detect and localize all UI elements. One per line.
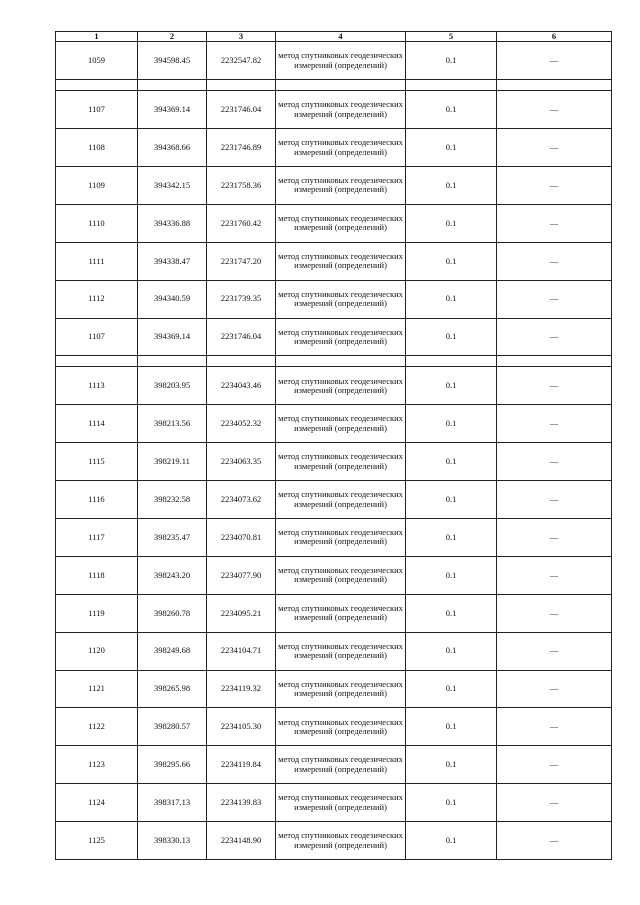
accuracy-cell: 0.1 <box>406 280 497 318</box>
y-coordinate-cell: 2231746.04 <box>207 91 276 129</box>
table-row <box>56 670 612 708</box>
point-number-cell: 1113 <box>56 367 138 405</box>
table-row <box>56 594 612 632</box>
accuracy-cell: 0.1 <box>406 318 497 356</box>
x-coordinate-cell: 394336.88 <box>138 204 207 242</box>
y-coordinate-cell: 2234105.30 <box>207 708 276 746</box>
x-coordinate-cell: 398213.56 <box>138 405 207 443</box>
y-coordinate-cell: 2231746.89 <box>207 129 276 167</box>
separator-cell <box>406 356 497 367</box>
x-coordinate-cell: 394368.66 <box>138 129 207 167</box>
table-row <box>56 280 612 318</box>
accuracy-cell: 0.1 <box>406 746 497 784</box>
method-cell: метод спутниковых геодезических измерений (определений) <box>276 42 406 80</box>
separator-cell <box>207 356 276 367</box>
table-row <box>56 42 612 80</box>
y-coordinate-cell: 2231747.20 <box>207 242 276 280</box>
description-cell: — <box>497 632 612 670</box>
method-cell: метод спутниковых геодезических измерений (определений) <box>276 594 406 632</box>
accuracy-cell: 0.1 <box>406 129 497 167</box>
accuracy-cell: 0.1 <box>406 822 497 860</box>
x-coordinate-cell: 398232.58 <box>138 481 207 519</box>
y-coordinate-cell: 2234052.32 <box>207 405 276 443</box>
x-coordinate-cell: 398280.57 <box>138 708 207 746</box>
description-cell: — <box>497 670 612 708</box>
accuracy-cell: 0.1 <box>406 556 497 594</box>
point-number-cell: 1122 <box>56 708 138 746</box>
table-header <box>56 32 612 42</box>
separator-cell <box>207 80 276 91</box>
description-cell: — <box>497 367 612 405</box>
x-coordinate-cell: 394369.14 <box>138 318 207 356</box>
table-row <box>56 518 612 556</box>
header-col-1: 1 <box>56 32 138 42</box>
point-number-cell: 1114 <box>56 405 138 443</box>
separator-row <box>56 356 612 367</box>
method-cell: метод спутниковых геодезических измерений (определений) <box>276 166 406 204</box>
description-cell: — <box>497 594 612 632</box>
description-cell: — <box>497 822 612 860</box>
table-row <box>56 822 612 860</box>
description-cell: — <box>497 242 612 280</box>
x-coordinate-cell: 398203.95 <box>138 367 207 405</box>
accuracy-cell: 0.1 <box>406 166 497 204</box>
description-cell: — <box>497 166 612 204</box>
point-number-cell: 1121 <box>56 670 138 708</box>
method-cell: метод спутниковых геодезических измерений (определений) <box>276 632 406 670</box>
x-coordinate-cell: 398243.20 <box>138 556 207 594</box>
table-row <box>56 318 612 356</box>
method-cell: метод спутниковых геодезических измерений (определений) <box>276 204 406 242</box>
description-cell: — <box>497 746 612 784</box>
accuracy-cell: 0.1 <box>406 481 497 519</box>
point-number-cell: 1123 <box>56 746 138 784</box>
separator-cell <box>56 80 138 91</box>
description-cell: — <box>497 91 612 129</box>
y-coordinate-cell: 2234119.84 <box>207 746 276 784</box>
point-number-cell: 1120 <box>56 632 138 670</box>
method-cell: метод спутниковых геодезических измерений (определений) <box>276 481 406 519</box>
y-coordinate-cell: 2234077.90 <box>207 556 276 594</box>
description-cell: — <box>497 784 612 822</box>
table-row <box>56 405 612 443</box>
method-cell: метод спутниковых геодезических измерений (определений) <box>276 129 406 167</box>
y-coordinate-cell: 2234095.21 <box>207 594 276 632</box>
x-coordinate-cell: 398295.66 <box>138 746 207 784</box>
accuracy-cell: 0.1 <box>406 204 497 242</box>
y-coordinate-cell: 2234043.46 <box>207 367 276 405</box>
method-cell: метод спутниковых геодезических измерений (определений) <box>276 708 406 746</box>
separator-cell <box>276 80 406 91</box>
method-cell: метод спутниковых геодезических измерений (определений) <box>276 242 406 280</box>
header-col-4: 4 <box>276 32 406 42</box>
x-coordinate-cell: 398265.98 <box>138 670 207 708</box>
accuracy-cell: 0.1 <box>406 242 497 280</box>
accuracy-cell: 0.1 <box>406 443 497 481</box>
point-number-cell: 1107 <box>56 91 138 129</box>
point-number-cell: 1124 <box>56 784 138 822</box>
x-coordinate-cell: 394340.59 <box>138 280 207 318</box>
accuracy-cell: 0.1 <box>406 670 497 708</box>
description-cell: — <box>497 443 612 481</box>
method-cell: метод спутниковых геодезических измерений (определений) <box>276 443 406 481</box>
point-number-cell: 1107 <box>56 318 138 356</box>
separator-cell <box>138 356 207 367</box>
accuracy-cell: 0.1 <box>406 784 497 822</box>
point-number-cell: 1110 <box>56 204 138 242</box>
x-coordinate-cell: 394369.14 <box>138 91 207 129</box>
accuracy-cell: 0.1 <box>406 42 497 80</box>
separator-cell <box>138 80 207 91</box>
description-cell: — <box>497 129 612 167</box>
y-coordinate-cell: 2234139.83 <box>207 784 276 822</box>
x-coordinate-cell: 398249.68 <box>138 632 207 670</box>
y-coordinate-cell: 2231758.36 <box>207 166 276 204</box>
y-coordinate-cell: 2231739.35 <box>207 280 276 318</box>
y-coordinate-cell: 2234104.71 <box>207 632 276 670</box>
method-cell: метод спутниковых геодезических измерений (определений) <box>276 518 406 556</box>
point-number-cell: 1125 <box>56 822 138 860</box>
coordinates-table <box>55 31 612 860</box>
method-cell: метод спутниковых геодезических измерений (определений) <box>276 556 406 594</box>
table-row <box>56 242 612 280</box>
separator-cell <box>276 356 406 367</box>
point-number-cell: 1111 <box>56 242 138 280</box>
table-row <box>56 204 612 242</box>
method-cell: метод спутниковых геодезических измерений (определений) <box>276 405 406 443</box>
header-row <box>56 32 612 42</box>
separator-cell <box>497 356 612 367</box>
y-coordinate-cell: 2231746.04 <box>207 318 276 356</box>
y-coordinate-cell: 2234070.81 <box>207 518 276 556</box>
description-cell: — <box>497 204 612 242</box>
table-row <box>56 91 612 129</box>
table-row <box>56 708 612 746</box>
method-cell: метод спутниковых геодезических измерений (определений) <box>276 670 406 708</box>
separator-cell <box>56 356 138 367</box>
y-coordinate-cell: 2234063.35 <box>207 443 276 481</box>
header-col-6: 6 <box>497 32 612 42</box>
y-coordinate-cell: 2234119.32 <box>207 670 276 708</box>
y-coordinate-cell: 2234073.62 <box>207 481 276 519</box>
point-number-cell: 1108 <box>56 129 138 167</box>
point-number-cell: 1112 <box>56 280 138 318</box>
separator-row <box>56 80 612 91</box>
header-col-5: 5 <box>406 32 497 42</box>
accuracy-cell: 0.1 <box>406 367 497 405</box>
x-coordinate-cell: 398330.13 <box>138 822 207 860</box>
description-cell: — <box>497 318 612 356</box>
method-cell: метод спутниковых геодезических измерений (определений) <box>276 822 406 860</box>
point-number-cell: 1116 <box>56 481 138 519</box>
description-cell: — <box>497 405 612 443</box>
table-row <box>56 443 612 481</box>
method-cell: метод спутниковых геодезических измерений (определений) <box>276 91 406 129</box>
separator-cell <box>497 80 612 91</box>
description-cell: — <box>497 556 612 594</box>
x-coordinate-cell: 398317.13 <box>138 784 207 822</box>
x-coordinate-cell: 398260.78 <box>138 594 207 632</box>
point-number-cell: 1115 <box>56 443 138 481</box>
table-row <box>56 481 612 519</box>
table-row <box>56 129 612 167</box>
method-cell: метод спутниковых геодезических измерений (определений) <box>276 280 406 318</box>
table-row <box>56 556 612 594</box>
accuracy-cell: 0.1 <box>406 708 497 746</box>
table-row <box>56 166 612 204</box>
point-number-cell: 1117 <box>56 518 138 556</box>
description-cell: — <box>497 708 612 746</box>
table-body <box>56 42 612 860</box>
accuracy-cell: 0.1 <box>406 518 497 556</box>
separator-cell <box>406 80 497 91</box>
description-cell: — <box>497 42 612 80</box>
method-cell: метод спутниковых геодезических измерений (определений) <box>276 784 406 822</box>
table-row <box>56 632 612 670</box>
table-row <box>56 367 612 405</box>
accuracy-cell: 0.1 <box>406 405 497 443</box>
method-cell: метод спутниковых геодезических измерений (определений) <box>276 367 406 405</box>
point-number-cell: 1118 <box>56 556 138 594</box>
description-cell: — <box>497 518 612 556</box>
method-cell: метод спутниковых геодезических измерений (определений) <box>276 318 406 356</box>
accuracy-cell: 0.1 <box>406 632 497 670</box>
method-cell: метод спутниковых геодезических измерений (определений) <box>276 746 406 784</box>
x-coordinate-cell: 394598.45 <box>138 42 207 80</box>
y-coordinate-cell: 2234148.90 <box>207 822 276 860</box>
x-coordinate-cell: 398219.11 <box>138 443 207 481</box>
table-row <box>56 784 612 822</box>
y-coordinate-cell: 2231760.42 <box>207 204 276 242</box>
table-row <box>56 746 612 784</box>
description-cell: — <box>497 481 612 519</box>
y-coordinate-cell: 2232547.82 <box>207 42 276 80</box>
x-coordinate-cell: 394342.15 <box>138 166 207 204</box>
point-number-cell: 1119 <box>56 594 138 632</box>
header-col-2: 2 <box>138 32 207 42</box>
header-col-3: 3 <box>207 32 276 42</box>
accuracy-cell: 0.1 <box>406 594 497 632</box>
accuracy-cell: 0.1 <box>406 91 497 129</box>
description-cell: — <box>497 280 612 318</box>
point-number-cell: 1059 <box>56 42 138 80</box>
point-number-cell: 1109 <box>56 166 138 204</box>
x-coordinate-cell: 398235.47 <box>138 518 207 556</box>
x-coordinate-cell: 394338.47 <box>138 242 207 280</box>
